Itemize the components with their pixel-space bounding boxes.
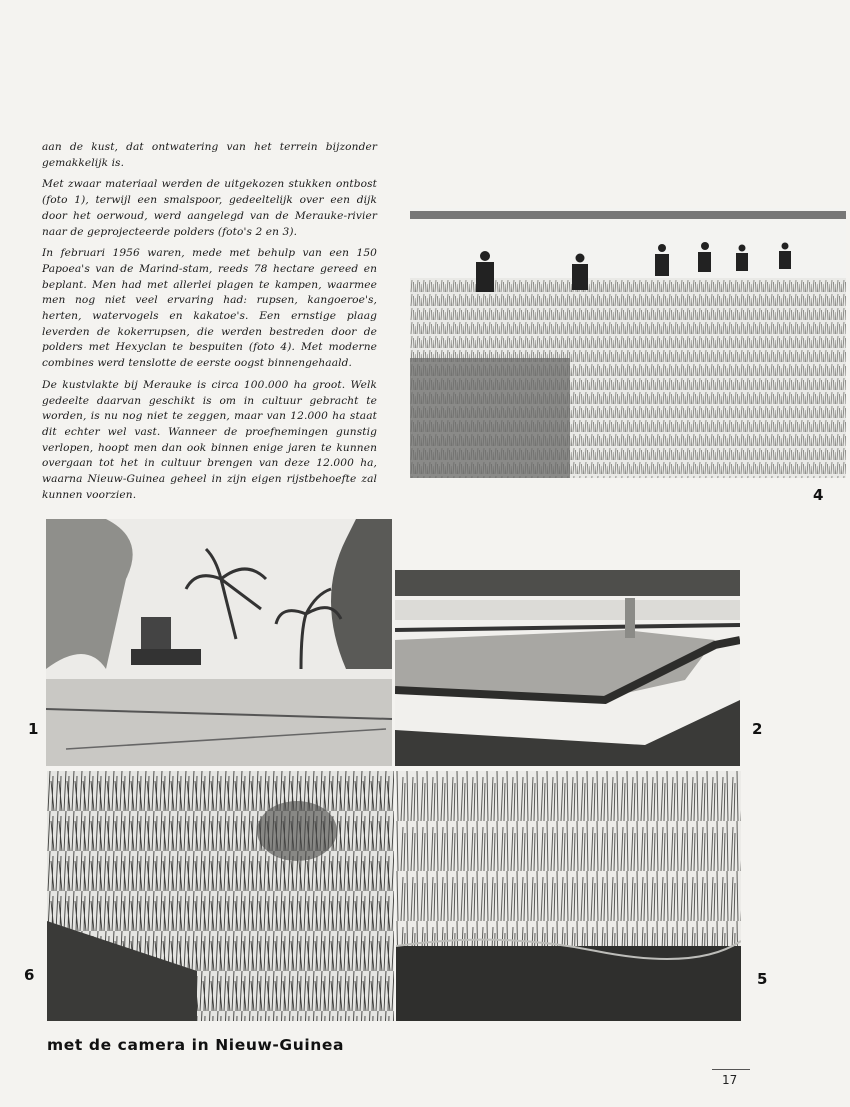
paragraph-1: aan de kust, dat ontwatering van het terrein bijzonder gemakkelijk is.: [42, 141, 377, 169]
photo-rice-closeup-left: [47, 771, 394, 1021]
photo-polders: [395, 570, 740, 766]
photo-number-5: 5: [757, 970, 768, 988]
paragraph-3: In februari 1956 waren, mede met behulp van een 150 Papoea's van de Marind-stam, reeds 78 hectare gereed en beplant. Men had met allerlei plagen te kampen, waarmee men nog niet veel ervaring had: rupsen, kangoeroe's, herten, watervogels en kakatoe's. Een ernstige plaag leverden de kokerrupsen, die werden bestreden door de polders met Hexyclan te bespuiten (foto 4). Met moderne combines werd tenslotte de eerste oogst binnengehaald.: [42, 247, 377, 370]
photo-rice-closeup-right: [396, 771, 741, 1021]
page-number-rule: [712, 1069, 750, 1070]
photo-number-4: 4: [813, 486, 824, 504]
paragraph-4: De kustvlakte bij Merauke is circa 100.000 ha groot. Welk gedeelte daarvan geschikt is om in cultuur gebracht te worden, is nu nog niet te zeggen, maar van 12.000 ha staat dit echter wel vast. Wanneer de proefnemingen gunstig verlopen, hoopt men dan ook binnen enige jaren te kunnen overgaan tot het in cultuur brengen van deze 12.000 ha, waarna Nieuw-Guinea geheel in zijn eigen rijstbehoefte zal kunnen voorzien.: [42, 378, 377, 501]
photo-spraying-rice-field: [410, 208, 846, 478]
photo-land-clearing: [46, 519, 392, 766]
paragraph-2: Met zwaar materiaal werden de uitgekozen stukken ontbost (foto 1), terwijl een smalspoor, gedeeltelijk over een dijk door het oerwoud, werd aangelegd van de Merauke-rivier naar de geprojecteerde polders (foto's 2 en 3).: [42, 178, 377, 238]
page-caption: met de camera in Nieuw-Guinea: [47, 1036, 345, 1054]
photo-number-2: 2: [752, 720, 763, 738]
article-text: [42, 140, 377, 509]
photo-number-6: 6: [24, 966, 35, 984]
page-number: 17: [722, 1073, 738, 1087]
photo-number-1: 1: [28, 720, 39, 738]
